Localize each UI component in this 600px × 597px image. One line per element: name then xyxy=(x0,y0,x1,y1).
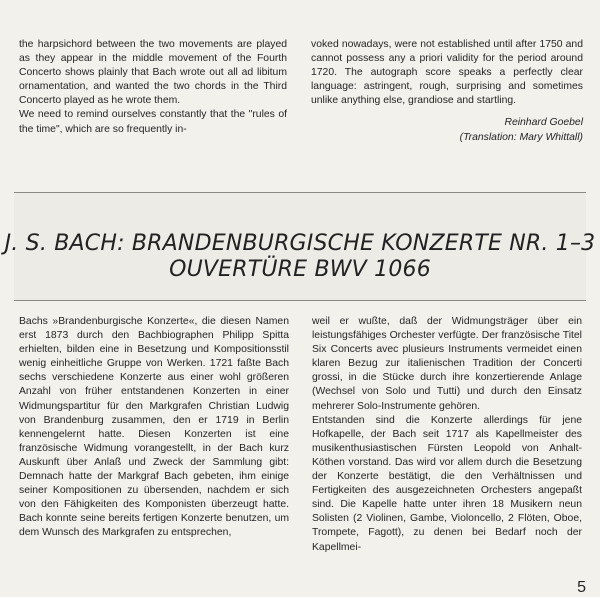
top-divider xyxy=(14,192,586,193)
english-paragraph: We need to remind ourselves constantly that the "rules of the time", which are so frequently in- xyxy=(19,109,287,135)
author-signature xyxy=(311,116,583,144)
german-paragraph: Entstanden sind die Konzerte allerdings für jene Hofkapelle, der Bach seit 1717 als Kapellmeister des musikenthusiastischen Fürsten Leopold von Anhalt-Köthen vorstand. Das wird vor allem durch die Besetzung der Konzerte bestätigt, die den Verhältnissen und Fertigkeiten des ausgezeichneten Orchesters angepaßt sind. Die Kapelle hatte unter ihren 18 Musikern neun Solisten (2 Violinen, Gambe, Violoncello, 2 Flöten, Oboe, Trompete, Fagott), zu denen bei Bedarf noch der Kapellmei- xyxy=(312,414,582,553)
german-text-column-left xyxy=(19,315,289,541)
author-name: Reinhard Goebel xyxy=(504,117,583,129)
section-title-line-2: OUVERTÜRE BWV 1066 xyxy=(169,257,431,282)
translator-credit: (Translation: Mary Whittall) xyxy=(459,131,583,143)
bottom-divider xyxy=(14,300,586,301)
german-text-column-right xyxy=(312,315,582,555)
english-paragraph: the harpsichord between the two movements are played as they appear in the middle movement of the Fourth Concerto shows plainly that Bach wrote out all ad libitum ornamentation, and wanted the two chords in the Third Concerto played as he wrote them. xyxy=(19,39,287,107)
german-paragraph: weil er wußte, daß der Widmungsträger über ein leistungsfähiges Orchester verfügte. Der französische Titel Six Concerts avec plusieurs Instruments vermeidet einen klaren Bezug zur italienischen Tradition der Concerti grossi, in die Stücke durch ihre konzertierende Anlage (Wechsel von Solo und Tutti) und durch den Einsatz mehrerer Solo-Instrumente gehören. xyxy=(312,316,582,412)
english-text-column-right xyxy=(311,38,583,145)
german-paragraph: Bachs »Brandenburgische Konzerte«, die diesen Namen erst 1873 durch den Bachbiographen Philipp Spitta erhielten, bilden eine in Besetzung und Kompositionsstil wenig einheitliche Gruppe von Werken. 1721 faßte Bach sechs verschiedene Konzerte aus einer wohl größeren Anzahl von früher entstandenen Konzerten in einer Widmungspartitur für den Markgrafen Christian Ludwig von Brandenburg zusammen, den er 1719 in Berlin kennengelernt hatte. Diesen Konzerten ist eine französische Widmung vorangestellt, in der Bach kurz Auskunft über Anlaß und Zweck der Sammlung gibt: Demnach hatte der Markgraf Bach gebeten, ihm einige seiner Kompositionen zu übersenden, nachdem er sich von den Fähigkeiten des Komponisten überzeugt hatte. Bach konnte seine bereits fertigen Konzerte benutzen, um dem Wunsch des Markgrafen zu entsprechen, xyxy=(19,316,289,539)
page-number: 5 xyxy=(577,579,586,596)
section-title-line-1: J. S. BACH: BRANDENBURGISCHE KONZERTE NR. 1–3 xyxy=(4,231,596,256)
english-text-column-left xyxy=(19,38,287,137)
english-paragraph: voked nowadays, were not established until after 1750 and cannot possess any a priori validity for the period around 1720. The autograph score speaks a perfectly clear language: astringent, rough, surprising and sometimes unlike anything else, grandiose and startling. xyxy=(311,39,583,107)
